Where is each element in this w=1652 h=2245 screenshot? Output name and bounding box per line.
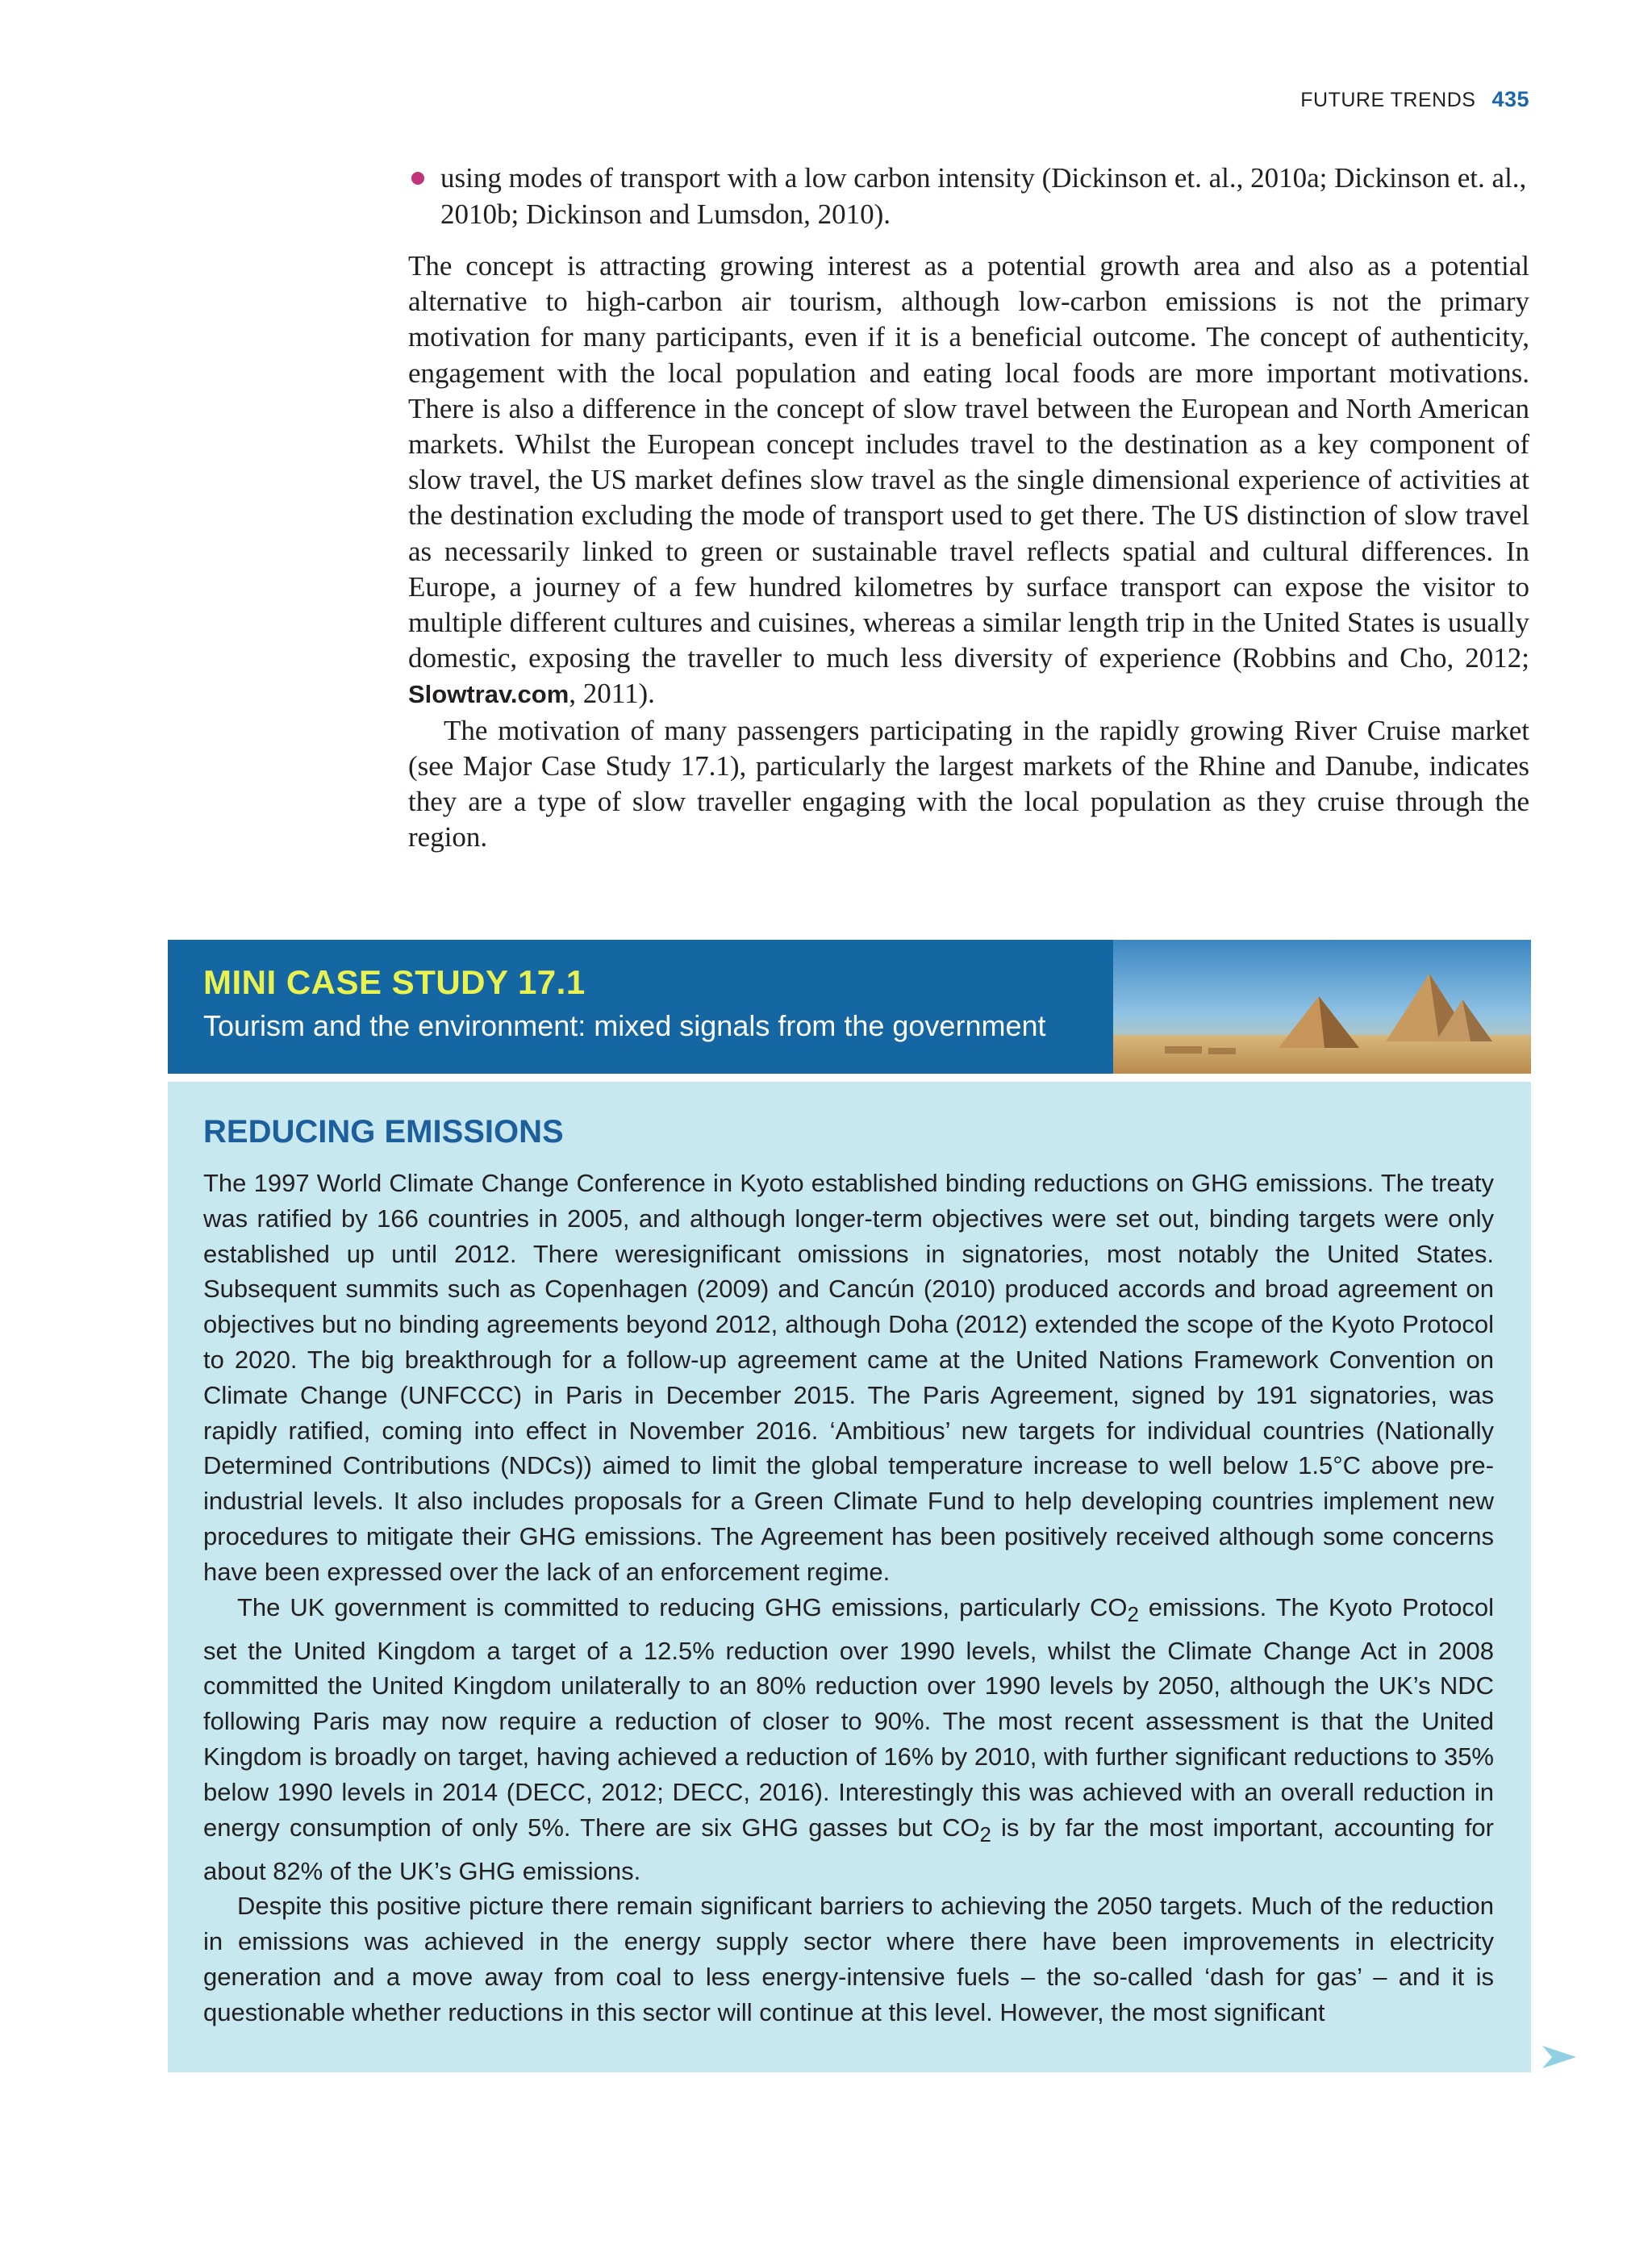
case-study-heading: REDUCING EMISSIONS	[203, 1114, 564, 1150]
case-study-body	[168, 1082, 1531, 2072]
subscript: 2	[1127, 1603, 1139, 1626]
body-paragraph: The motivation of many passengers participating in the rapidly growing River Cruise market (see Major Case Study 17.1), particularly the largest markets of the Rhine and Danube, indicates they are a type of slow traveller engaging with the local population as they cruise through the region.	[408, 714, 1529, 853]
bullet-dot-icon	[411, 172, 424, 185]
arrow-right-icon	[1542, 2046, 1576, 2068]
body-paragraph	[408, 248, 1529, 713]
case-study-header	[168, 940, 1531, 1074]
para-text-end: , 2011).	[569, 678, 655, 710]
para-text: The concept is attracting growing interest as a potential growth area and also as a potential alternative to high-carbon air tourism, although low-carbon emissions is not the primary motivation for many participants, even if it is a beneficial outcome. The concept of authenticity, engagement with the local population and eating local foods are more important motivations. There is also a difference in the concept of slow travel between the European and North American markets. Whilst the European concept includes travel to the destination as a key component of slow travel, the US market defines slow travel as the single dimensional experience of activities at the destination excluding the mode of transport used to get there. The US distinction of slow travel as necessarily linked to green or sustainable travel reflects spatial and cultural differences. In Europe, a journey of a few hundred kilometres by surface transport can expose the visitor to multiple different cultures and cuisines, whereas a similar length trip in the United States is usually domestic, exposing the traveller to much less diversity of experience (Robbins and Cho, 2012;	[408, 250, 1529, 674]
bullet-text: using modes of transport with a low carbon intensity (Dickinson et. al., 2010a; Dickinson et. al., 2010b; Dickinson and Lumsdon, 2010).	[440, 162, 1527, 230]
case-text-part: emissions. The Kyoto Protocol set the United Kingdom a target of a 12.5% reduction over 1990 levels, whilst the Climate Change Act in 2008 committed the United Kingdom unilaterally to an 80% reduction over 1990 levels by 2050, although the UK’s NDC following Paris may now require a reduction of closer to 90%. The most recent assessment is that the United Kingdom is broadly on target, having achieved a reduction of 16% by 2010, with further significant reductions to 35% below 1990 levels in 2014 (DECC, 2012; DECC, 2016). Interestingly this was achieved with an overall reduction in energy consumption of only 5%. There are six GHG gasses but CO	[203, 1592, 1494, 1842]
page-number: 435	[1491, 87, 1529, 111]
case-paragraph: The 1997 World Climate Change Conference in Kyoto established binding reductions on GHG emissions. The treaty was ratified by 166 countries in 2005, and although longer-term objectives were set out, binding targets were only established up until 2012. There weresignificant omissions in signatories, most notably the United States. Subsequent summits such as Copenhagen (2009) and Cancún (2010) produced accords and broad agreement on objectives but no binding agreements beyond 2012, although Doha (2012) extended the scope of the Kyoto Protocol to 2020. The big breakthrough for a follow-up agreement came at the United Nations Framework Convention on Climate Change (UNFCCC) in Paris in December 2015. The Paris Agreement, signed by 191 signatories, was rapidly ratified, coming into effect in November 2016. ‘Ambitious’ new targets for individual countries (Nationally Determined Contributions (NDCs)) aimed to limit the global temperature increase to well below 1.5°C above pre-industrial levels. It also includes proposals for a Green Climate Fund to help developing countries implement new procedures to mitigate their GHG emissions. The Agreement has been positively received although some concerns have been expressed over the lack of an enforcement regime.	[203, 1169, 1494, 1586]
subscript: 2	[979, 1823, 991, 1846]
case-paragraph	[203, 1590, 1494, 1889]
case-study-subtitle: Tourism and the environment: mixed signals from the government	[203, 1009, 1046, 1042]
bullet-item	[408, 160, 1529, 232]
case-text-part: is by far the most important, accounting for about 82% of the UK’s GHG emissions.	[203, 1813, 1494, 1885]
case-text-part: The UK government is committed to reducing GHG emissions, particularly CO	[237, 1592, 1128, 1621]
running-head	[1300, 87, 1529, 112]
case-study-text	[203, 1166, 1494, 2030]
section-title: FUTURE TRENDS	[1300, 89, 1476, 111]
body-text	[408, 248, 1529, 855]
case-study-label: MINI CASE STUDY 17.1	[203, 963, 586, 1001]
pyramids-photo	[1113, 940, 1531, 1074]
website-reference: Slowtrav.com	[408, 680, 569, 709]
case-paragraph: Despite this positive picture there remain significant barriers to achieving the 2050 targets. Much of the reduction in emissions was achieved in the energy supply sector where there have been improvements in electricity generation and a move away from coal to less energy-intensive fuels – the so-called ‘dash for gas’ – and it is questionable whether reductions in this sector will continue at this level. However, the most significant	[203, 1892, 1494, 2026]
